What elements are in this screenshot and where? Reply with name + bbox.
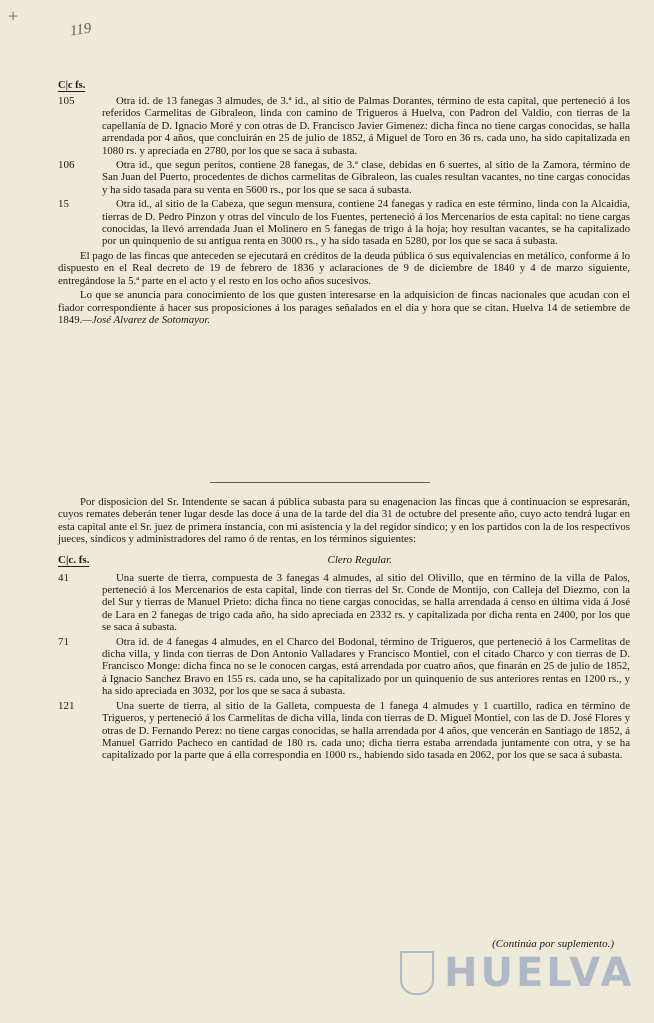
section-divider xyxy=(210,482,430,483)
section-2-column-header: C|c. fs. xyxy=(58,553,90,566)
entry-text: Otra id., que segun peritos, contiene 28 fanegas, de 3.ª clase, debidas en 6 suertes, al sitio de la Zamora, término de San Juan del Puerto, procedentes de dichos carmelitas de Gibraleon, las cuales resultan vacantes, no tine cargas conocidas y ha sido tasada para su venta en 5600 rs., por los que se saca á subasta. xyxy=(102,159,630,196)
entry-number: 105 xyxy=(58,95,75,107)
entry-number: 121 xyxy=(58,699,75,712)
announcement-paragraph xyxy=(58,289,630,326)
entry-number: 106 xyxy=(58,159,75,172)
entry-text: Otra id. de 13 fanegas 3 almudes, de 3.ª id., al sitio de Palmas Dorantes, término de esta capital, que perteneció á los referidos Carmelitas de Gibraleon, linda con camino de Trigueros á Huelva, con Padron del Valdio, con tierras de la capellanía de D. Ignacio Moré y con otras de D. Francisco Javier Gimenez: dicha finca no tiene cargas conocidas, se halla arrendada por 4 años, que concluirán en 25 de julio de 1852, á Miguel de Toro en 36 rs. cada uno, ha sido capitalizada en 1080 rs. y apreciada en 2780, por los que se saca á subasta. xyxy=(102,95,630,157)
section-1 xyxy=(58,80,630,326)
signature: —José Alvarez de Sotomayor. xyxy=(82,313,211,326)
entry-106 xyxy=(58,159,630,196)
watermark-text: HUELVA xyxy=(444,950,635,996)
section-2-intro: Por disposicion del Sr. Intendente se sacan á pública subasta para su enagenacion las fincas que á continuacion se espresarán, cuyos remates deberán tener lugar desde las doce á una de la tarde del dia 31 de octubre del presente año, cuyo acto tendrá lugar en esta capital ante el Sr. juez de primera instancia, con mi asistencia y la del regidor síndico; y en los partidos con la de los respectivos jueces, síndicos y administradores del ramo ó de rentas, en los términos siguientes: xyxy=(58,496,630,546)
entry-105 xyxy=(58,95,630,157)
entry-15 xyxy=(58,198,630,248)
entry-text: Una suerte de tierra, compuesta de 3 fanegas 4 almudes, al sitio del Olivillo, que en término de la villa de Palos, perteneció á los Mercenarios de esta capital, linde con tierras del Sr. Conde de Montijo, con Calleja del Diezmo, con la del Sur y tierras de Manuel Prieto: dicha finca no tiene cargas conocidas, se halla arrendada á censo en última vida á José de Lara en 2 fanegas de trigo cada año, ha sido apreciada en 2332 rs. y capitalizada por dicha renta en 2400, por los que se saca á subasta. xyxy=(102,571,630,634)
handwritten-page-number: 119 xyxy=(68,20,93,40)
section-2-header-row xyxy=(58,554,630,566)
entry-121 xyxy=(58,700,630,762)
margin-cross-mark: + xyxy=(8,6,19,26)
continuation-note: (Continúa por suplemento.) xyxy=(492,938,614,950)
entry-text: Otra id., al sitio de la Cabeza, que segun mensura, contiene 24 fanegas y radica en este término, linda con la Alcaidia, tierras de D. Pedro Pinzon y otras del vinculo de los Fuentes, perteneció á los Mercenarios de esta capital: no tiene cargas conocidas, la llevó arrendada Juan el Molinero en 5 fanegas de trigo á la hoja; hoy resultan vacantes, se ha capitalizado por un quinquenio de su antigua renta en 3000 rs., y ha sido tasada en 5280, por los que se saca á subasta. xyxy=(102,198,630,248)
shield-icon xyxy=(400,951,434,995)
entry-41 xyxy=(58,572,630,634)
huelva-watermark xyxy=(400,950,634,996)
entry-text: Una suerte de tierra, al sitio de la Galleta, compuesta de 1 fanega 4 almudes y 1 cuartillo, radica en término de Trigueros, y perteneció á los Carmelitas de dicha villa, linda con tierras de D. Miguel Montiel, con las de D. José Flores y otras de D. Fernando Perez: no tiene cargas conocidas, se halla arrendada por 4 años, que vencerán en Santiago de 1852, á Manuel Garrido Pacheco en cantidad de 180 rs. cada uno; dicha tierra estaba arrendada juntamente con otra, y se ha capitalizado por la parte que á ella correspondia en 1000 rs., habiendo sido tasada en 2062, por los que se saca á subasta. xyxy=(102,699,630,762)
payment-paragraph: El pago de las fincas que anteceden se ejecutará en créditos de la deuda pública ó sus equivalencias en metálico, conforme á lo dispuesto en el Real decreto de 19 de febrero de 1836 y aclaraciones de 9 de diciembre de 1840 y 4 de marzo siguiente, entregándose la 5.ª parte en el acto y el resto en los ocho años sucesivos. xyxy=(58,249,630,287)
announcement-text: Lo que se anuncia para conocimiento de los que gusten interesarse en la adquisicion de fincas nacionales que acudan con el fiador correspondiente á hacer sus proposiciones á los parages señalados en el dia y hora que se citan. Huelva 14 de setiembre de 1849. xyxy=(58,289,630,326)
entry-number: 15 xyxy=(58,198,69,211)
section-1-column-header: C|c fs. xyxy=(58,80,86,91)
entry-71 xyxy=(58,636,630,698)
entry-text: Otra id. de 4 fanegas 4 almudes, en el Charco del Bodonal, término de Trigueros, que perteneció á los Carmelitas de dicha villa, y linda con tierras de Don Antonio Valladares y Francisco Montiel, con el citado Charco y con tierras de D. Francisco Monge: dicha finca no se le conocen cargas, está arrendada por cuatro años, que finarán en 25 de julio de 1852, á Ignacio Sanchez Bravo en 155 rs. cada uno, se ha capitalizado por un quinquenio de sus anteriores rentas en 1200 rs., y ha sido apreciada en 3032, por los que se saca á subasta. xyxy=(102,635,630,698)
entry-number: 41 xyxy=(58,571,69,584)
entry-number: 71 xyxy=(58,635,69,648)
clero-regular-heading: Clero Regular. xyxy=(327,553,392,566)
section-2 xyxy=(58,496,630,762)
